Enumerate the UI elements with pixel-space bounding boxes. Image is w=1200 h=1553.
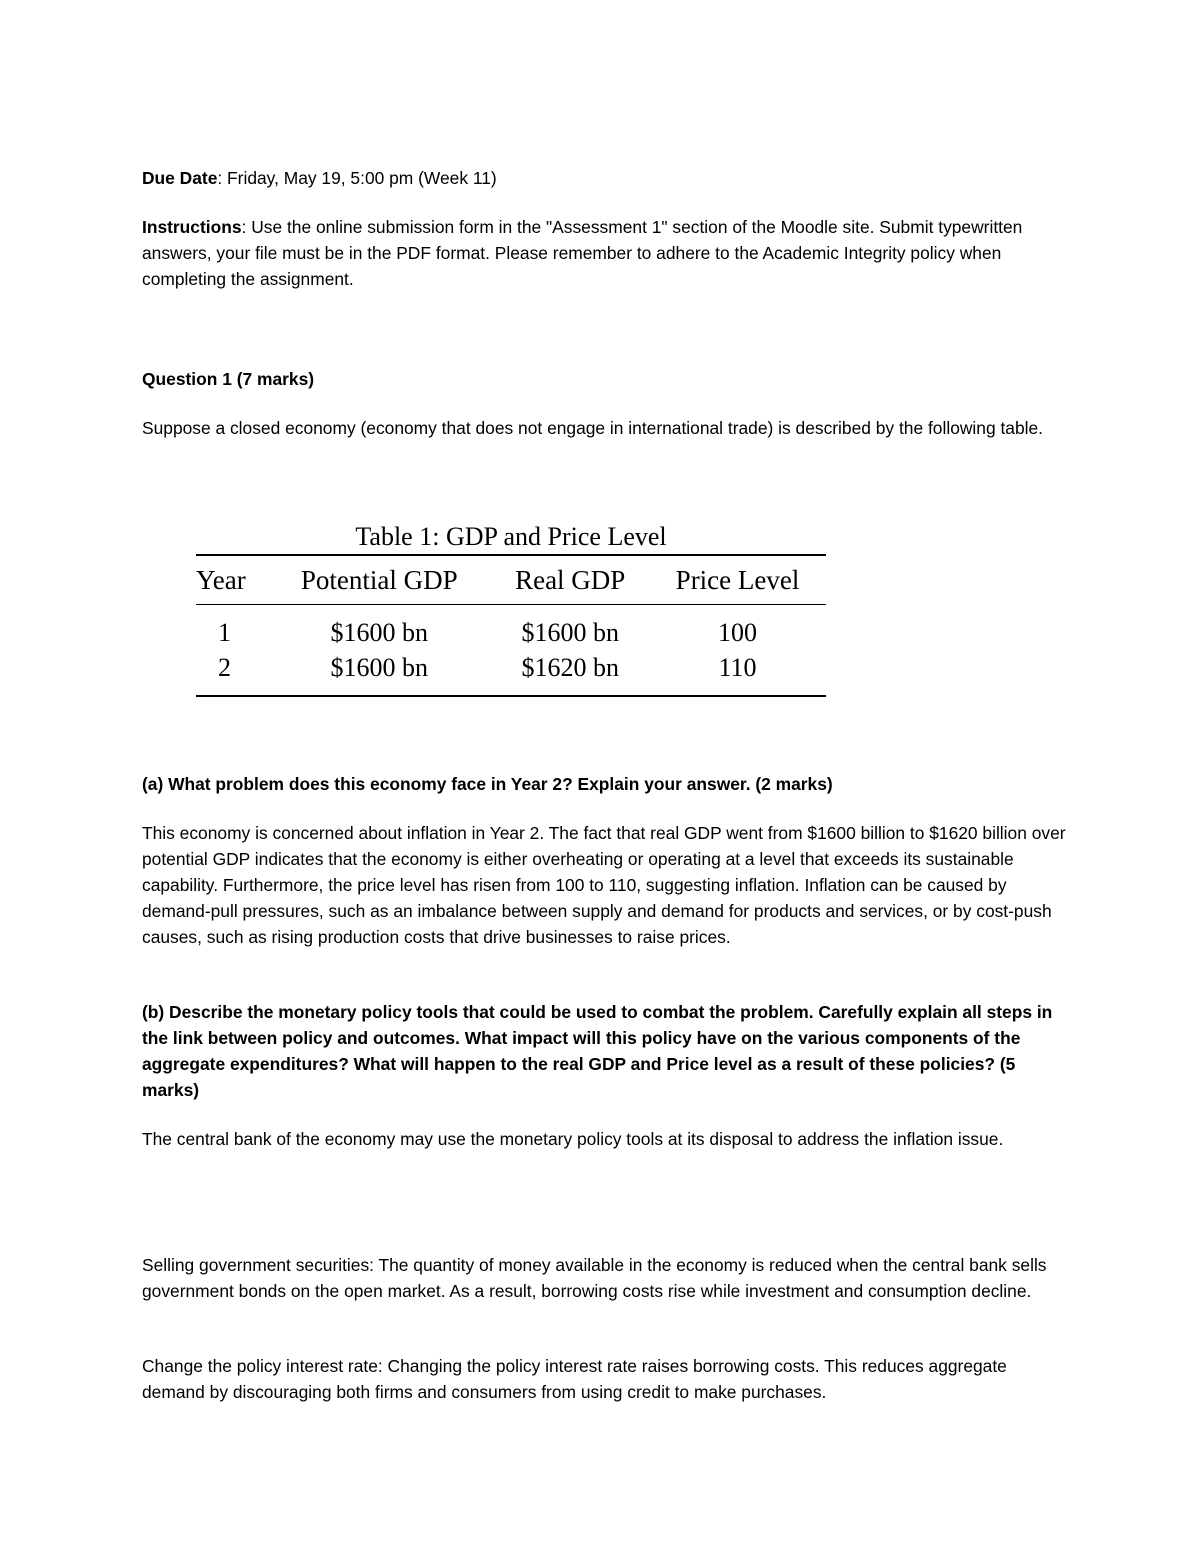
gdp-table-block: [196, 520, 826, 697]
part-a-question: (a) What problem does this economy face in Year 2? Explain your answer. (2 marks): [142, 774, 833, 794]
table-cell-price-level: 100: [718, 617, 758, 647]
due-date-label: Due Date: [142, 168, 218, 188]
table-cell-real-gdp: $1600 bn: [521, 617, 619, 647]
table-row: [196, 650, 826, 696]
part-b-tool-interest-rate: Change the policy interest rate: Changing the policy interest rate raises borrowing costs. This reduces aggregate demand by discouraging both firms and consumers from using credit to make purchases.: [142, 1356, 1007, 1402]
instructions-paragraph: [142, 214, 1067, 292]
table-cell-price-level: 110: [718, 652, 757, 682]
due-date-value: : Friday, May 19, 5:00 pm (Week 11): [217, 168, 497, 188]
gdp-price-table: [196, 554, 826, 697]
table-cell-potential-gdp: $1600 bn: [330, 652, 429, 682]
instructions-label: Instructions: [142, 217, 242, 237]
table-caption: Table 1: GDP and Price Level: [355, 522, 667, 551]
table-cell-real-gdp: $1620 bn: [521, 652, 619, 682]
question-title: Question 1 (7 marks): [142, 369, 315, 389]
part-b-question: (b) Describe the monetary policy tools that could be used to combat the problem. Carefully explain all steps in the link between policy and outcomes. What impact will this policy have on the various components of the aggregate expenditures? What will happen to the real GDP and Price level as a result of these policies? (5 marks): [142, 1002, 1053, 1100]
table-header-year: Year: [196, 564, 246, 595]
due-date-line: [142, 165, 1067, 191]
table-header-row: [196, 555, 826, 605]
part-b-answer-intro: The central bank of the economy may use the monetary policy tools at its disposal to address the inflation issue.: [142, 1129, 1004, 1149]
instructions-text: : Use the online submission form in the "Assessment 1" section of the Moodle site. Submit typewritten answers, your file must be in the PDF format. Please remember to adhere to the Academic Integrity policy when completing the assignment.: [142, 217, 1023, 289]
table-header-potential-gdp: Potential GDP: [300, 564, 458, 595]
question-intro: Suppose a closed economy (economy that does not engage in international trade) is described by the following table.: [142, 418, 1044, 438]
part-a-answer: This economy is concerned about inflation in Year 2. The fact that real GDP went from $1600 billion to $1620 billion over potential GDP indicates that the economy is either overheating or operating at a level that exceeds its sustainable capability. Furthermore, the price level has risen from 100 to 110, suggesting inflation. Inflation can be caused by demand-pull pressures, such as an imbalance between supply and demand for products and services, or by cost-push causes, such as rising production costs that drive businesses to raise prices.: [142, 823, 1066, 947]
table-row: [196, 605, 826, 651]
table-header-real-gdp: Real GDP: [515, 564, 626, 595]
part-b-tool-securities: Selling government securities: The quantity of money available in the economy is reduced when the central bank sells government bonds on the open market. As a result, borrowing costs rise while investment and consumption decline.: [142, 1255, 1047, 1301]
table-header-price-level: Price Level: [675, 564, 800, 595]
table-cell-year: 2: [218, 652, 231, 682]
table-cell-year: 1: [218, 617, 231, 647]
table-cell-potential-gdp: $1600 bn: [330, 617, 429, 647]
